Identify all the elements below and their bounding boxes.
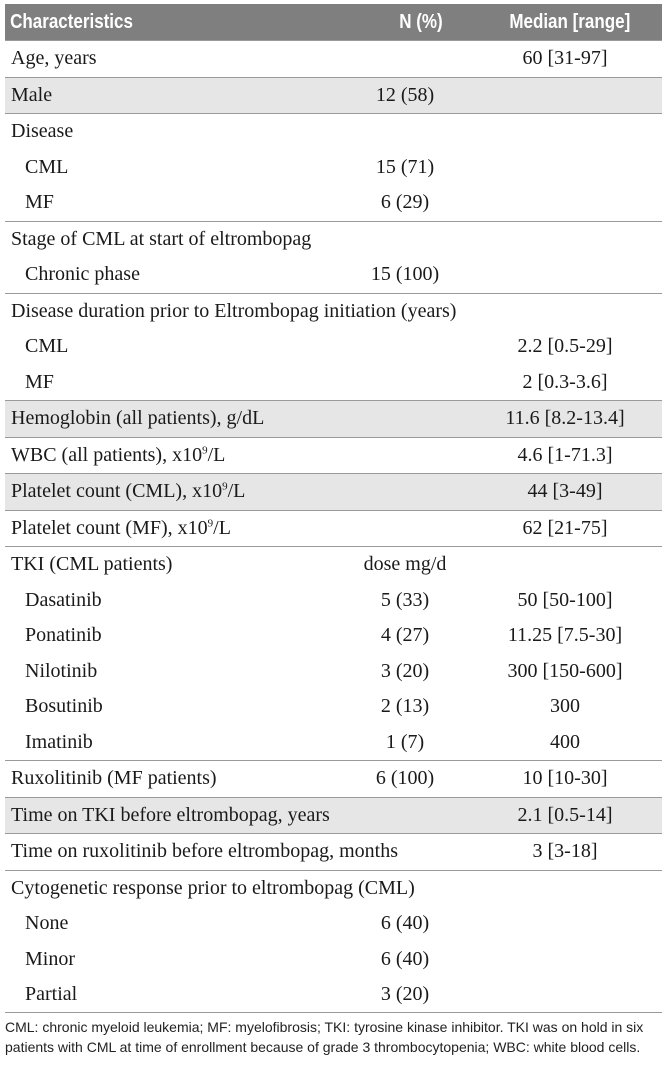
row-label [25, 257, 140, 293]
row-n-pct: 3 (20) [380, 983, 430, 1005]
row-n-pct: 12 (58) [375, 83, 435, 106]
row-median-range: 2 [0.3-3.6] [522, 370, 608, 393]
row-median-range: 11.25 [7.5-30] [507, 624, 623, 646]
characteristics-table [5, 4, 662, 1013]
row-label [25, 977, 77, 1013]
row-n-pct: 15 (71) [375, 155, 435, 178]
table-body [5, 40, 662, 1013]
row-n-pct: 15 (100) [370, 263, 440, 285]
row-label-text: Disease [11, 120, 74, 142]
row-label-text: Male [11, 83, 53, 106]
row-label-text: Hemoglobin (all patients), g/dL [11, 407, 265, 429]
table-row [5, 150, 662, 186]
table-row [5, 221, 662, 258]
row-label-text: CML [25, 155, 69, 178]
table-row [5, 870, 662, 907]
row-label [25, 654, 97, 690]
table-row [5, 329, 662, 365]
row-label [11, 871, 415, 907]
table-row [5, 365, 662, 401]
row-label [11, 438, 225, 474]
row-label-text: Cytogenetic response prior to eltrombopag (CML) [11, 876, 415, 899]
row-label [11, 78, 52, 114]
table-row [5, 77, 662, 114]
table-row [5, 400, 662, 437]
row-label-text: Ponatinib [25, 624, 102, 646]
row-label-text: Time on ruxolitinib before eltrombopag, months [11, 840, 399, 862]
header-characteristics: Characteristics [10, 10, 133, 33]
row-median-range: 3 [3-18] [532, 840, 598, 862]
row-label-text: Nilotinib [25, 659, 98, 682]
row-label-text: Stage of CML at start of eltrombopag [11, 227, 312, 250]
row-label-text: Minor [25, 947, 75, 970]
row-label [25, 618, 102, 654]
table-footnote: CML: chronic myeloid leukemia; MF: myelofibrosis; TKI: tyrosine kinase inhibitor. TKI was on hold in six patients with CML at time of enrollment because of grade 3 thrombocytopenia; WBC: white blood cells. [5, 1012, 662, 1057]
row-label-suffix: /L [213, 516, 231, 539]
row-label [11, 834, 398, 870]
row-label-text: CML [25, 335, 69, 357]
table-row [5, 510, 662, 547]
table-row [5, 977, 662, 1013]
row-label [25, 906, 68, 942]
row-median-range: 11.6 [8.2-13.4] [505, 407, 625, 429]
row-label-text: None [25, 912, 69, 934]
row-label-suffix: /L [207, 443, 226, 466]
table-row [5, 942, 662, 978]
row-n-pct: dose mg/d [363, 553, 447, 575]
row-median-range: 10 [10-30] [522, 767, 608, 789]
header-n-pct: N (%) [399, 10, 443, 33]
row-label-superscript: 9 [202, 443, 208, 456]
row-label [11, 511, 231, 547]
row-label [25, 725, 93, 761]
table-row [5, 654, 662, 690]
row-label [25, 942, 75, 978]
row-n-pct: 1 (7) [385, 730, 425, 753]
row-label [11, 761, 217, 797]
table-row [5, 618, 662, 654]
row-label-text: Ruxolitinib (MF patients) [11, 767, 217, 789]
row-n-pct: 4 (27) [380, 624, 430, 646]
row-label-text: Imatinib [25, 730, 93, 753]
row-label [25, 583, 102, 619]
table-row [5, 185, 662, 221]
table-row [5, 833, 662, 870]
row-label [11, 547, 172, 583]
row-label [25, 365, 54, 401]
row-label [11, 222, 311, 258]
row-median-range: 62 [21-75] [522, 516, 608, 539]
row-label-superscript: 9 [207, 516, 214, 529]
row-label-text: TKI (CML patients) [11, 553, 173, 575]
row-label-text: MF [25, 191, 54, 213]
row-label-text: Time on TKI before eltrombopag, years [11, 803, 330, 826]
table-row [5, 437, 662, 474]
row-n-pct: 6 (40) [380, 947, 430, 970]
table-row [5, 906, 662, 942]
row-label [11, 474, 245, 510]
table-row [5, 797, 662, 834]
row-n-pct: 6 (29) [380, 191, 430, 213]
row-label [11, 41, 97, 77]
row-label-text: Disease duration prior to Eltrombopag initiation (years) [11, 299, 457, 322]
header-median-range: Median [range] [509, 10, 630, 33]
table-row [5, 473, 662, 510]
row-label [11, 294, 456, 330]
row-label-text: MF [25, 370, 54, 393]
row-label-text: Platelet count (CML), x10 [11, 480, 223, 502]
table-row [5, 257, 662, 293]
table-row [5, 40, 662, 77]
row-median-range: 2.1 [0.5-14] [517, 803, 613, 826]
table-row [5, 689, 662, 725]
row-n-pct: 6 (40) [380, 912, 430, 934]
row-label [25, 689, 103, 725]
table-row [5, 293, 662, 330]
row-label-suffix: /L [227, 480, 246, 502]
row-label [25, 150, 68, 186]
row-label-text: Age, years [11, 47, 97, 69]
row-label [25, 329, 68, 365]
row-label-text: Chronic phase [25, 263, 140, 285]
table-row [5, 725, 662, 761]
row-label [11, 798, 330, 834]
table-header [5, 4, 662, 40]
row-label [11, 114, 73, 150]
row-median-range: 60 [31-97] [522, 47, 608, 69]
row-label-text: Dasatinib [25, 588, 102, 611]
row-median-range: 4.6 [1-71.3] [517, 443, 613, 466]
row-label-text: Partial [25, 983, 78, 1005]
row-median-range: 400 [550, 730, 580, 753]
row-n-pct: 3 (20) [380, 659, 430, 682]
table-row [5, 760, 662, 797]
row-n-pct: 5 (33) [380, 588, 430, 611]
table-row [5, 113, 662, 150]
row-median-range: 300 [550, 695, 580, 717]
row-n-pct: 6 (100) [375, 767, 435, 789]
row-label-text: Bosutinib [25, 695, 103, 717]
row-median-range: 50 [50-100] [517, 588, 613, 611]
row-label-text: Platelet count (MF), x10 [11, 516, 208, 539]
table-row [5, 583, 662, 619]
row-label-superscript: 9 [222, 480, 228, 493]
row-median-range: 2.2 [0.5-29] [517, 335, 613, 357]
row-median-range: 44 [3-49] [527, 480, 603, 502]
row-label-text: WBC (all patients), x10 [11, 443, 203, 466]
row-label [11, 401, 264, 437]
row-median-range: 300 [150-600] [507, 659, 623, 682]
row-n-pct: 2 (13) [380, 695, 430, 717]
table-row [5, 546, 662, 583]
row-label [25, 185, 54, 221]
